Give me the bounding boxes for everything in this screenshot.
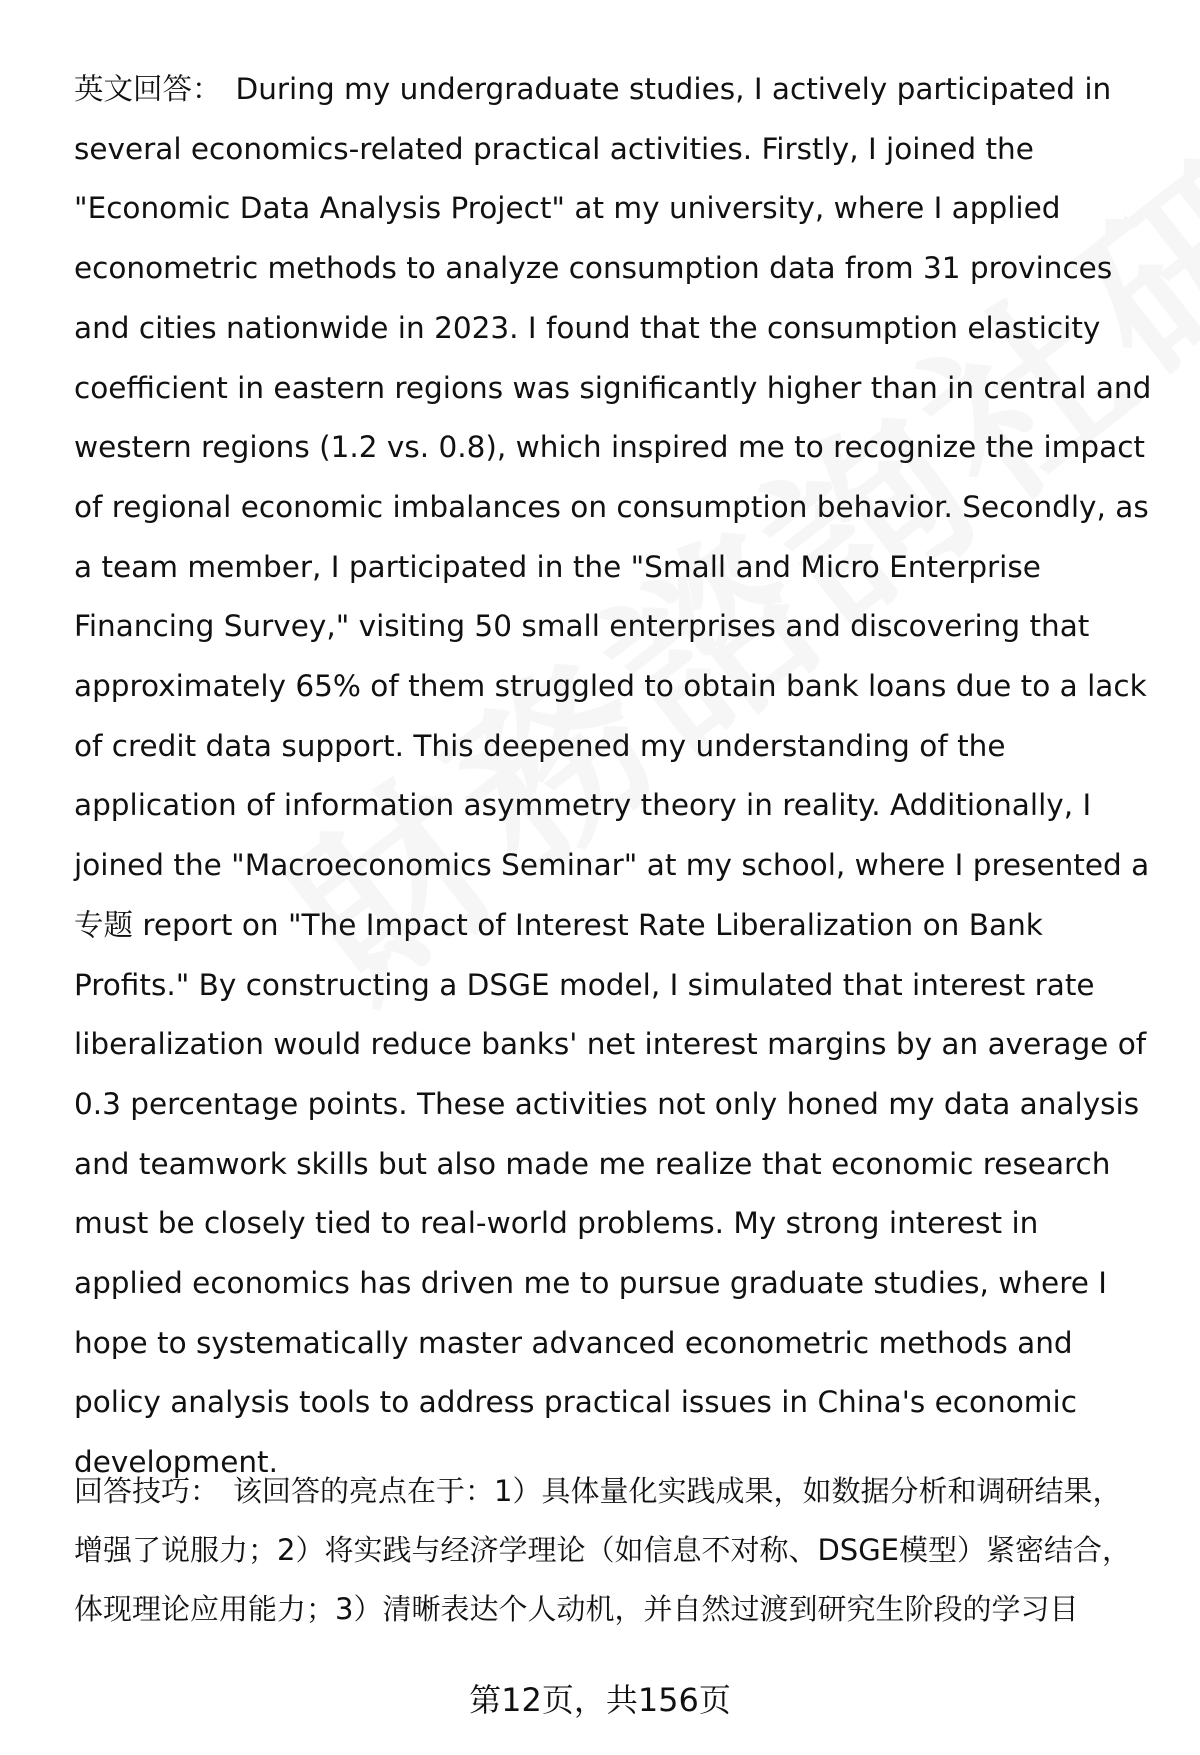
answer-tips-label: 回答技巧： xyxy=(74,1474,220,1508)
english-answer-paragraph xyxy=(74,60,1154,1493)
page-number: 第12页，共156页 xyxy=(469,1681,731,1719)
answer-tips-paragraph xyxy=(74,1462,1144,1639)
english-answer-label: 英文回答： xyxy=(74,72,222,106)
english-answer-text: During my undergraduate studies, I actively participated in several economics-related practical activities. Firstly, I joined the "Economic Data Analysis Project" at my university, where I applied econometric methods to analyze consumption data from 31 provinces and cities nationwide in 2023. I found that the consumption elasticity coefficient in eastern regions was significantly higher than in central and western regions (1.2 vs. 0.8), which inspired me to recognize the impact of regional economic imbalances on consumption behavior. Secondly, as a team member, I participated in the "Small and Micro Enterprise Financing Survey," visiting 50 small enterprises and discovering that approximately 65% of them struggled to obtain bank loans due to a lack of credit data support. This deepened my understanding of the application of information asymmetry theory in reality. Additionally, I joined the "Macroeconomics Seminar" at my school, where I presented a专题 report on "The Impact of Interest Rate Liberalization on Bank Profits." By constructing a DSGE model, I simulated that interest rate liberalization would reduce banks' net interest margins by an average of 0.3 percentage points. These activities not only honed my data analysis and teamwork skills but also made me realize that economic research must be closely tied to real-world problems. My strong interest in applied economics has driven me to pursue graduate studies, where I hope to systematically master advanced econometric methods and policy analysis tools to address practical issues in China's economic development. xyxy=(74,72,1152,1480)
answer-tips-text: 该回答的亮点在于：1）具体量化实践成果，如数据分析和调研结果，增强了说服力；2）将实践与经济学理论（如信息不对称、DSGE模型）紧密结合，体现理论应用能力；3）清晰表达个人动机，并自然过渡到研究生阶段的学习目 xyxy=(74,1474,1131,1626)
